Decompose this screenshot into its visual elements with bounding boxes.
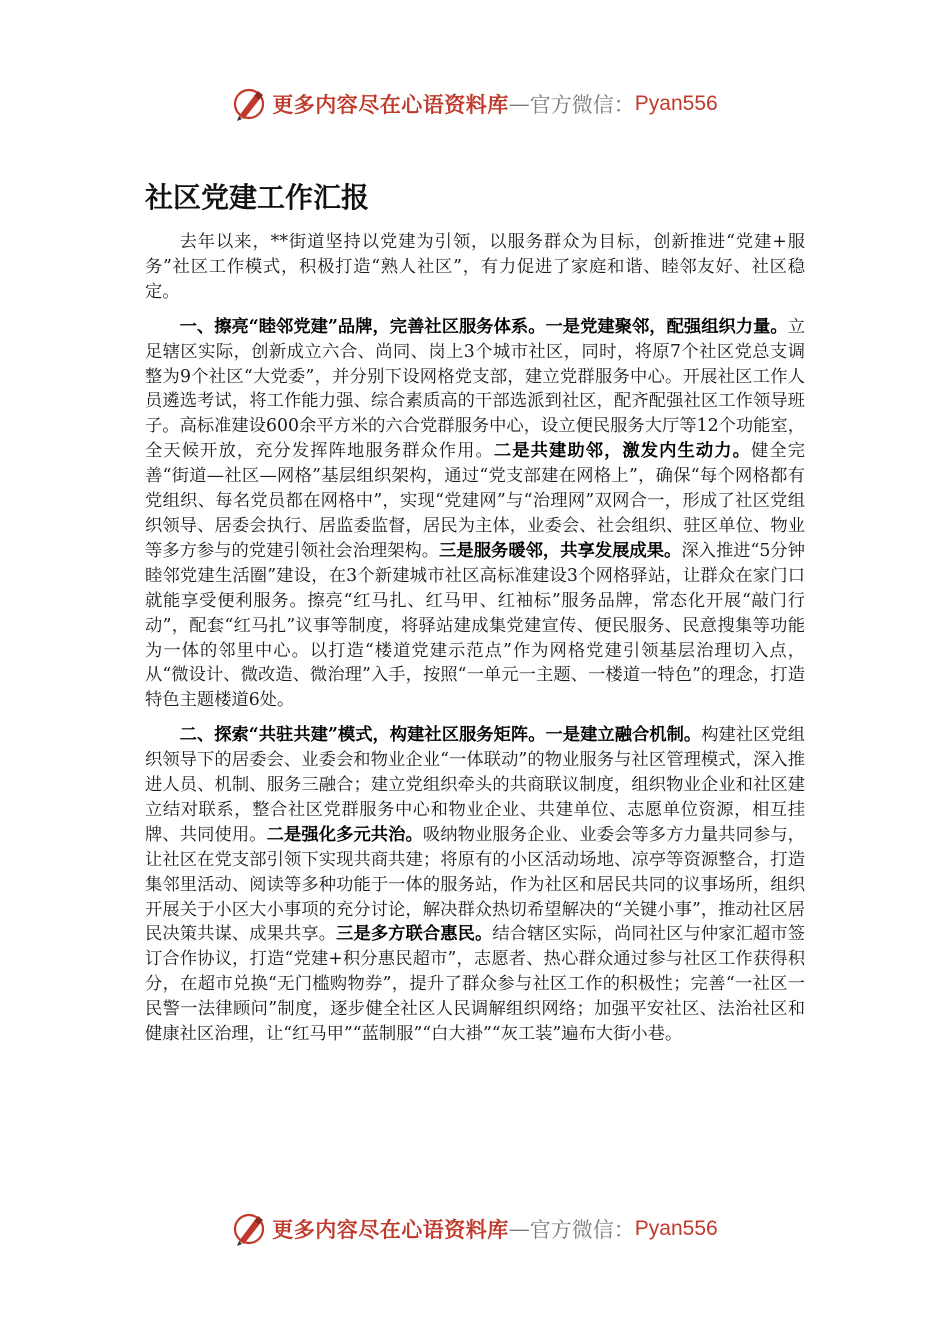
- banner-dash: —: [508, 92, 530, 116]
- intro-paragraph: 去年以来，**街道坚持以党建为引领，以服务群众为目标，创新推进“党建+服务”社区工作模式，积极打造“熟人社区”，有力促进了家庭和谐、睦邻友好、社区稳定。: [145, 232, 805, 302]
- section-1-point-1-text: 立足辖区实际，创新成立六合、尚同、岗上3个城市社区，同时，将原7个社区党总支调整为9个社区“大党委”，并分别下设网格党支部，建立党群服务中心。开展社区工作人员遴选考试，将工作能力强、综合素质高的干部选派到社区，配齐配强社区工作领导班子。高标准建设600余平方米的六合党群服务中心，设立便民服务大厅等12个功能室，全天候开放，充分发挥阵地服务群众作用。: [145, 316, 805, 462]
- section-2-point-1-heading: 一是建立融合机制。: [545, 725, 702, 746]
- section-1-heading: 一、擦亮“睦邻党建”品牌，完善社区服务体系。: [179, 316, 546, 337]
- section-2-paragraph: [145, 723, 805, 1047]
- banner-main-text: 更多内容尽在心语资料库: [272, 1217, 509, 1242]
- pen-logo-icon: [232, 86, 268, 122]
- header-banner: [0, 84, 950, 124]
- footer-banner: [0, 1209, 950, 1249]
- section-2-point-2-text: 吸纳物业服务企业、业委会等多方力量共同参与，让社区在党支部引领下实现共商共建；将原有的小区活动场地、凉亭等资源整合，打造集邻里活动、阅读等多种功能于一体的服务站，作为社区和居民共同的议事场所，组织开展关于小区大小事项的充分讨论，解决群众热切希望解决的“关键小事”，推动社区居民决策共谋、成果共享。: [145, 824, 805, 945]
- section-1-point-3-heading: 三是服务暖邻，共享发展成果。: [439, 540, 682, 561]
- section-2-point-2-heading: 二是强化多元共治。: [266, 824, 423, 845]
- pen-logo-icon: [232, 1211, 268, 1247]
- document-body: [145, 230, 805, 1047]
- banner-main-text: 更多内容尽在心语资料库: [272, 92, 509, 117]
- banner-wechat-label: 官方微信：: [529, 1218, 635, 1242]
- section-1-point-2-heading: 二是共建助邻，激发内生动力。: [493, 441, 751, 462]
- section-1-point-1-heading: 一是党建聚邻，配强组织力量。: [545, 316, 788, 337]
- section-1-paragraph: [145, 315, 805, 714]
- section-1-point-2-text: 健全完善“街道—社区—网格”基层组织架构，通过“党支部建在网格上”，确保“每个网格都有党组织、每名党员都在网格中”，实现“党建网”与“治理网”双网合一，形成了社区党组织领导、居委会执行、居监委监督，居民为主体，业委会、社会组织、驻区单位、物业等多方参与的党建引领社会治理架构。: [145, 441, 805, 561]
- banner-wechat-label: 官方微信：: [529, 93, 635, 117]
- section-2-point-3-heading: 三是多方联合惠民。: [336, 924, 493, 945]
- page-title: 社区党建工作汇报: [145, 181, 370, 214]
- section-2-point-3-text: 结合辖区实际，尚同社区与仲家汇超市签订合作协议，打造“党建+积分惠民超市”，志愿者、热心群众通过参与社区工作获得积分，在超市兑换“无门槛购物券”，提升了群众参与社区工作的积极性；完善“一社区一民警一法律顾问”制度，逐步健全社区人民调解组织网络；加强平安社区、法治社区和健康社区治理，让“红马甲”“蓝制服”“白大褂”“灰工装”遍布大街小巷。: [145, 924, 805, 1045]
- banner-wechat-id: Pyan556: [634, 92, 718, 115]
- banner-wechat-id: Pyan556: [634, 1217, 718, 1240]
- section-2-heading: 二、探索“共驻共建”模式，构建社区服务矩阵。: [179, 725, 546, 746]
- section-2-point-1-text: 构建社区党组织领导下的居委会、业委会和物业企业“一体联动”的物业服务与社区管理模式，深入推进人员、机制、服务三融合；建立党组织牵头的共商联议制度，组织物业企业和社区建立结对联系，整合社区党群服务中心和物业企业、共建单位、志愿单位资源，相互挂牌、共同使用。: [145, 725, 805, 845]
- banner-dash: —: [508, 1217, 530, 1241]
- section-1-point-3-text: 深入推进“5分钟睦邻党建生活圈”建设，在3个新建城市社区高标准建设3个网格驿站，让群众在家门口就能享受便利服务。擦亮“红马扎、红马甲、红袖标”服务品牌，常态化开展“敲门行动”，配套“红马扎”议事等制度，将驿站建成集党建宣传、便民服务、民意搜集等功能为一体的邻里中心。以打造“楼道党建示范点”作为网格党建引领基层治理切入点，从“微设计、微改造、微治理”入手，按照“一单元一主题、一楼道一特色”的理念，打造特色主题楼道6处。: [145, 540, 805, 711]
